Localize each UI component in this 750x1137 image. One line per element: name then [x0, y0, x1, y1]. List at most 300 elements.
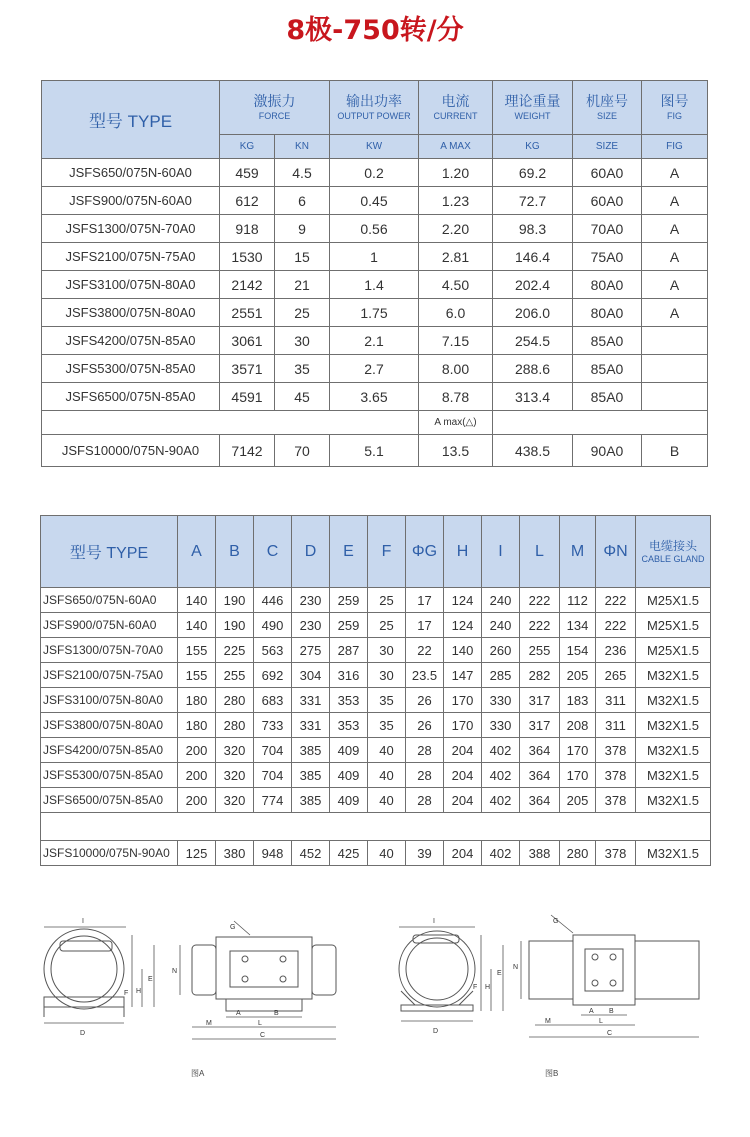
value-cell: 80A0 — [573, 299, 642, 327]
value-cell: 13.5 — [419, 435, 493, 467]
value-cell: 180 — [178, 688, 216, 713]
dim-h-label: H — [136, 988, 142, 995]
note-blank — [493, 411, 708, 435]
value-cell: 259 — [330, 613, 368, 638]
value-cell: M25X1.5 — [636, 588, 711, 613]
unit-cell: SIZE — [573, 135, 642, 159]
value-cell: 255 — [520, 638, 560, 663]
value-cell: 2.81 — [419, 243, 493, 271]
table-row — [41, 663, 711, 688]
model-cell: JSFS1300/075N-70A0 — [41, 638, 178, 663]
value-cell: 39 — [406, 841, 444, 866]
value-cell: 280 — [216, 688, 254, 713]
dim-header: H — [444, 516, 482, 588]
note-row — [42, 411, 708, 435]
table-row — [41, 638, 711, 663]
unit-cell: KG — [220, 135, 275, 159]
value-cell: 200 — [178, 738, 216, 763]
table-row — [42, 243, 708, 271]
value-cell: 1.4 — [330, 271, 419, 299]
value-cell: 330 — [482, 688, 520, 713]
value-cell: 364 — [520, 788, 560, 813]
value-cell: 918 — [220, 215, 275, 243]
value-cell: 222 — [520, 588, 560, 613]
note-blank — [42, 411, 419, 435]
cable-gland-header — [636, 516, 711, 588]
value-cell: 385 — [292, 788, 330, 813]
dim-a-label-b: A — [589, 1008, 594, 1015]
value-cell: A — [642, 187, 708, 215]
value-cell: B — [642, 435, 708, 467]
model-cell: JSFS10000/075N-90A0 — [42, 435, 220, 467]
table-row — [42, 187, 708, 215]
dim-c-label-b: C — [607, 1030, 613, 1037]
model-cell: JSFS6500/075N-85A0 — [42, 383, 220, 411]
table-row — [42, 159, 708, 187]
value-cell: 85A0 — [573, 327, 642, 355]
value-cell: 0.45 — [330, 187, 419, 215]
value-cell: 5.1 — [330, 435, 419, 467]
dim-d-label-b: D — [433, 1028, 439, 1035]
dim-m-label-b: M — [545, 1018, 551, 1025]
value-cell: 40 — [368, 738, 406, 763]
unit-cell: KN — [275, 135, 330, 159]
value-cell: 704 — [254, 763, 292, 788]
value-cell: 147 — [444, 663, 482, 688]
dim-header: M — [560, 516, 596, 588]
model-cell: JSFS1300/075N-70A0 — [42, 215, 220, 243]
dim-header: E — [330, 516, 368, 588]
value-cell: 331 — [292, 713, 330, 738]
model-cell: JSFS3800/075N-80A0 — [42, 299, 220, 327]
value-cell: A — [642, 299, 708, 327]
dim-header: C — [254, 516, 292, 588]
model-cell: JSFS10000/075N-90A0 — [41, 841, 178, 866]
value-cell: 364 — [520, 763, 560, 788]
value-cell: 378 — [596, 763, 636, 788]
weight-header: 理论重量 WEIGHT — [493, 81, 573, 135]
dim-header: A — [178, 516, 216, 588]
value-cell: 260 — [482, 638, 520, 663]
table-row — [41, 613, 711, 638]
value-cell: M32X1.5 — [636, 688, 711, 713]
table-row — [41, 763, 711, 788]
value-cell: 2.7 — [330, 355, 419, 383]
value-cell: 22 — [406, 638, 444, 663]
unit-cell: FIG — [642, 135, 708, 159]
value-cell — [642, 327, 708, 355]
value-cell: 222 — [596, 613, 636, 638]
table-row — [41, 841, 711, 866]
value-cell: 316 — [330, 663, 368, 688]
value-cell: 204 — [444, 788, 482, 813]
value-cell: 3061 — [220, 327, 275, 355]
value-cell: 353 — [330, 713, 368, 738]
model-cell: JSFS5300/075N-85A0 — [41, 763, 178, 788]
value-cell: 409 — [330, 788, 368, 813]
value-cell: 125 — [178, 841, 216, 866]
value-cell: 85A0 — [573, 383, 642, 411]
value-cell: 4591 — [220, 383, 275, 411]
value-cell: 0.2 — [330, 159, 419, 187]
dim-m-label: M — [206, 1020, 212, 1027]
value-cell: 4.5 — [275, 159, 330, 187]
dim-c-label: C — [260, 1032, 266, 1039]
value-cell: 1.20 — [419, 159, 493, 187]
value-cell: 170 — [560, 738, 596, 763]
value-cell: 25 — [368, 613, 406, 638]
dim-b-label-b: B — [609, 1008, 614, 1015]
unit-cell: KW — [330, 135, 419, 159]
value-cell — [642, 383, 708, 411]
value-cell: 265 — [596, 663, 636, 688]
value-cell: 40 — [368, 788, 406, 813]
table-row — [42, 355, 708, 383]
value-cell: 190 — [216, 613, 254, 638]
value-cell: 222 — [520, 613, 560, 638]
value-cell: 402 — [482, 738, 520, 763]
value-cell: 60A0 — [573, 159, 642, 187]
dim-e-label-b: E — [497, 970, 502, 977]
value-cell: 446 — [254, 588, 292, 613]
dim-l-label-b: L — [599, 1018, 603, 1025]
value-cell: 280 — [216, 713, 254, 738]
value-cell: 205 — [560, 788, 596, 813]
value-cell: 206.0 — [493, 299, 573, 327]
figure-a-drawing — [30, 905, 380, 1055]
value-cell: 40 — [368, 763, 406, 788]
value-cell: 2551 — [220, 299, 275, 327]
table-row — [41, 738, 711, 763]
value-cell: 287 — [330, 638, 368, 663]
model-cell: JSFS2100/075N-75A0 — [42, 243, 220, 271]
value-cell: 380 — [216, 841, 254, 866]
value-cell: 259 — [330, 588, 368, 613]
type-header: 型号 TYPE — [41, 516, 178, 588]
dim-header: ΦN — [596, 516, 636, 588]
value-cell: 170 — [444, 688, 482, 713]
value-cell: 25 — [368, 588, 406, 613]
value-cell: 205 — [560, 663, 596, 688]
value-cell: 692 — [254, 663, 292, 688]
value-cell: 155 — [178, 638, 216, 663]
model-cell: JSFS3100/075N-80A0 — [41, 688, 178, 713]
model-cell: JSFS4200/075N-85A0 — [42, 327, 220, 355]
value-cell: 30 — [368, 638, 406, 663]
value-cell: 112 — [560, 588, 596, 613]
value-cell: 170 — [444, 713, 482, 738]
model-cell: JSFS650/075N-60A0 — [42, 159, 220, 187]
value-cell: 98.3 — [493, 215, 573, 243]
power-header: 输出功率 OUTPUT POWER — [330, 81, 419, 135]
model-cell: JSFS3800/075N-80A0 — [41, 713, 178, 738]
value-cell: 30 — [368, 663, 406, 688]
value-cell: 948 — [254, 841, 292, 866]
table-row — [41, 788, 711, 813]
value-cell: 280 — [560, 841, 596, 866]
value-cell: 90A0 — [573, 435, 642, 467]
value-cell: 225 — [216, 638, 254, 663]
model-cell: JSFS3100/075N-80A0 — [42, 271, 220, 299]
value-cell: 183 — [560, 688, 596, 713]
dim-header: B — [216, 516, 254, 588]
value-cell: 409 — [330, 738, 368, 763]
dim-n-label-b: N — [513, 964, 519, 971]
value-cell: A — [642, 243, 708, 271]
dim-header: ΦG — [406, 516, 444, 588]
value-cell: 490 — [254, 613, 292, 638]
dim-f-label-b: F — [473, 984, 478, 991]
value-cell: 25 — [275, 299, 330, 327]
value-cell: 124 — [444, 613, 482, 638]
value-cell: A — [642, 271, 708, 299]
value-cell: 70 — [275, 435, 330, 467]
dim-f-label: F — [124, 990, 129, 997]
value-cell: 385 — [292, 738, 330, 763]
dim-b-label: B — [274, 1010, 279, 1017]
value-cell: 9 — [275, 215, 330, 243]
value-cell: 8.78 — [419, 383, 493, 411]
value-cell: 35 — [275, 355, 330, 383]
table-row — [41, 588, 711, 613]
value-cell: 124 — [444, 588, 482, 613]
dim-l-label: L — [258, 1020, 262, 1027]
value-cell: 140 — [178, 613, 216, 638]
value-cell: 35 — [368, 713, 406, 738]
dim-i-label-b: I — [433, 918, 435, 925]
model-cell: JSFS4200/075N-85A0 — [41, 738, 178, 763]
model-cell: JSFS5300/075N-85A0 — [42, 355, 220, 383]
value-cell: 28 — [406, 763, 444, 788]
value-cell: 0.56 — [330, 215, 419, 243]
value-cell: 180 — [178, 713, 216, 738]
value-cell: 388 — [520, 841, 560, 866]
dimension-table — [40, 515, 711, 866]
value-cell: 704 — [254, 738, 292, 763]
dim-header: D — [292, 516, 330, 588]
model-cell: JSFS2100/075N-75A0 — [41, 663, 178, 688]
dim-h-label-b: H — [485, 984, 491, 991]
value-cell: 80A0 — [573, 271, 642, 299]
value-cell: 320 — [216, 788, 254, 813]
value-cell: 28 — [406, 788, 444, 813]
value-cell: 204 — [444, 841, 482, 866]
value-cell: 402 — [482, 841, 520, 866]
dim-a-label: A — [236, 1010, 241, 1017]
value-cell: 402 — [482, 788, 520, 813]
value-cell: 311 — [596, 688, 636, 713]
value-cell: 190 — [216, 588, 254, 613]
value-cell: 69.2 — [493, 159, 573, 187]
value-cell: 402 — [482, 763, 520, 788]
dim-header: I — [482, 516, 520, 588]
dim-header: L — [520, 516, 560, 588]
value-cell: 26 — [406, 688, 444, 713]
value-cell: 230 — [292, 613, 330, 638]
value-cell: 23.5 — [406, 663, 444, 688]
value-cell: 200 — [178, 788, 216, 813]
value-cell: 1530 — [220, 243, 275, 271]
table-row — [42, 215, 708, 243]
value-cell: 275 — [292, 638, 330, 663]
table-row — [41, 688, 711, 713]
dim-g-label-b: G — [553, 918, 559, 925]
value-cell — [642, 355, 708, 383]
gap-cell — [41, 813, 711, 841]
value-cell: 331 — [292, 688, 330, 713]
value-cell: 452 — [292, 841, 330, 866]
dim-n-label: N — [172, 968, 178, 975]
value-cell: 330 — [482, 713, 520, 738]
value-cell: 236 — [596, 638, 636, 663]
fig-header: 图号 FIG — [642, 81, 708, 135]
value-cell: 17 — [406, 588, 444, 613]
value-cell: 409 — [330, 763, 368, 788]
value-cell: 313.4 — [493, 383, 573, 411]
value-cell: 26 — [406, 713, 444, 738]
dim-header: F — [368, 516, 406, 588]
value-cell: 459 — [220, 159, 275, 187]
value-cell: 240 — [482, 613, 520, 638]
value-cell: 774 — [254, 788, 292, 813]
value-cell: 254.5 — [493, 327, 573, 355]
table-row — [42, 299, 708, 327]
value-cell: 140 — [178, 588, 216, 613]
value-cell: 563 — [254, 638, 292, 663]
value-cell: 285 — [482, 663, 520, 688]
value-cell: 40 — [368, 841, 406, 866]
value-cell: 240 — [482, 588, 520, 613]
value-cell: M25X1.5 — [636, 638, 711, 663]
table-row — [42, 435, 708, 467]
value-cell: 288.6 — [493, 355, 573, 383]
value-cell: 204 — [444, 738, 482, 763]
value-cell: 208 — [560, 713, 596, 738]
value-cell: 612 — [220, 187, 275, 215]
unit-cell: KG — [493, 135, 573, 159]
size-header: 机座号 SIZE — [573, 81, 642, 135]
value-cell: M32X1.5 — [636, 713, 711, 738]
value-cell: 2142 — [220, 271, 275, 299]
value-cell: 72.7 — [493, 187, 573, 215]
unit-cell: A MAX — [419, 135, 493, 159]
value-cell: 15 — [275, 243, 330, 271]
performance-table — [41, 80, 708, 467]
value-cell: 1.23 — [419, 187, 493, 215]
value-cell: 364 — [520, 738, 560, 763]
value-cell: 17 — [406, 613, 444, 638]
value-cell: M32X1.5 — [636, 663, 711, 688]
table-row — [42, 327, 708, 355]
cable-gland-en: CABLE GLAND — [641, 553, 705, 564]
value-cell: M32X1.5 — [636, 788, 711, 813]
value-cell: 378 — [596, 788, 636, 813]
figure-b-drawing — [385, 905, 715, 1055]
value-cell: 385 — [292, 763, 330, 788]
force-header: 激振力 FORCE — [220, 81, 330, 135]
value-cell: 378 — [596, 841, 636, 866]
value-cell: 1.75 — [330, 299, 419, 327]
value-cell: 320 — [216, 738, 254, 763]
value-cell: 85A0 — [573, 355, 642, 383]
value-cell: M25X1.5 — [636, 613, 711, 638]
value-cell: M32X1.5 — [636, 738, 711, 763]
model-cell: JSFS900/075N-60A0 — [42, 187, 220, 215]
value-cell: 204 — [444, 763, 482, 788]
value-cell: 353 — [330, 688, 368, 713]
value-cell: 6.0 — [419, 299, 493, 327]
value-cell: M32X1.5 — [636, 763, 711, 788]
current-header: 电流 CURRENT — [419, 81, 493, 135]
value-cell: 311 — [596, 713, 636, 738]
value-cell: 3571 — [220, 355, 275, 383]
value-cell: 70A0 — [573, 215, 642, 243]
figure-b-label: 图B — [545, 1069, 559, 1078]
value-cell: 146.4 — [493, 243, 573, 271]
value-cell: 733 — [254, 713, 292, 738]
value-cell: 438.5 — [493, 435, 573, 467]
value-cell: 154 — [560, 638, 596, 663]
value-cell: 134 — [560, 613, 596, 638]
value-cell: 317 — [520, 713, 560, 738]
model-cell: JSFS6500/075N-85A0 — [41, 788, 178, 813]
value-cell: 683 — [254, 688, 292, 713]
value-cell: 202.4 — [493, 271, 573, 299]
value-cell: A — [642, 159, 708, 187]
value-cell: 255 — [216, 663, 254, 688]
value-cell: 140 — [444, 638, 482, 663]
value-cell: 170 — [560, 763, 596, 788]
value-cell: 425 — [330, 841, 368, 866]
dim-e-label: E — [148, 976, 153, 983]
value-cell: 60A0 — [573, 187, 642, 215]
value-cell: 30 — [275, 327, 330, 355]
value-cell: 6 — [275, 187, 330, 215]
dim-d-label: D — [80, 1030, 86, 1037]
value-cell: 317 — [520, 688, 560, 713]
value-cell: 7142 — [220, 435, 275, 467]
value-cell: 200 — [178, 763, 216, 788]
table-row — [42, 271, 708, 299]
value-cell: 75A0 — [573, 243, 642, 271]
cable-gland-cn: 电缆接头 — [648, 538, 697, 553]
value-cell: 45 — [275, 383, 330, 411]
value-cell: 21 — [275, 271, 330, 299]
value-cell: 2.1 — [330, 327, 419, 355]
model-cell: JSFS650/075N-60A0 — [41, 588, 178, 613]
value-cell: 4.50 — [419, 271, 493, 299]
value-cell: 230 — [292, 588, 330, 613]
gap-row — [41, 813, 711, 841]
value-cell: 222 — [596, 588, 636, 613]
dim-g-label: G — [230, 924, 236, 931]
value-cell: 320 — [216, 763, 254, 788]
value-cell: 1 — [330, 243, 419, 271]
value-cell: 35 — [368, 688, 406, 713]
value-cell: 155 — [178, 663, 216, 688]
page-title: 8极-750转/分 — [286, 15, 464, 46]
value-cell: 282 — [520, 663, 560, 688]
figure-a-label: 图A — [191, 1069, 205, 1078]
value-cell: 304 — [292, 663, 330, 688]
value-cell: 8.00 — [419, 355, 493, 383]
dim-i-label: I — [82, 918, 84, 925]
type-header: 型号 TYPE — [42, 81, 220, 159]
value-cell: 378 — [596, 738, 636, 763]
table-row — [41, 713, 711, 738]
value-cell: 7.15 — [419, 327, 493, 355]
table-row — [42, 383, 708, 411]
